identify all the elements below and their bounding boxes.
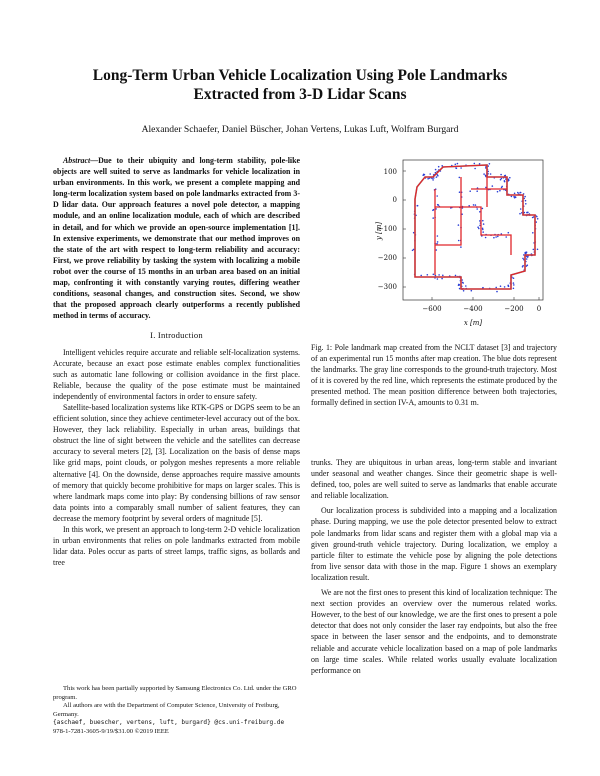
landmark-point [517,192,519,194]
estimated-trajectory [415,165,535,289]
landmark-point [496,291,498,293]
ground-truth-trajectory [415,165,535,289]
landmark-point [462,282,464,284]
landmark-point [482,220,484,222]
landmark-point [524,196,526,198]
right-column [311,457,557,676]
landmark-point [489,163,491,165]
landmark-point [490,173,492,175]
landmark-point [482,208,484,210]
landmark-point [520,208,522,210]
landmark-point [441,278,443,280]
landmark-point [522,265,524,267]
landmark-point [513,282,515,284]
paragraph: Our localization process is subdivided into a mapping and a localization phase. During mapping, we use the pole detector presented below to extract pole landmarks from lidar scans and register them with a global map via a given ground-truth vehicle trajectory. During localization, we employ a particle filter to estimate the vehicle pose by aligning the pole detections from live sensor data with those in the map. Figure 1 shows an exemplary localization result. [311,506,557,582]
landmark-point [537,218,539,220]
x-tick-label: −400 [463,305,483,313]
footnote-funding: This work has been partially supported by Samsung Electronics Co. Ltd. under the GRO program. [53,685,297,701]
section-heading: I. Introduction [150,330,203,341]
landmark-point [533,249,535,251]
landmark-point [479,163,481,165]
y-tick-label: −100 [377,225,397,233]
landmark-point [424,174,426,176]
x-tick-label: −600 [422,305,442,313]
landmark-point [427,274,429,276]
landmark-point [458,224,460,226]
author-list: Alexander Schaefer, Daniel Büscher, Johan Vertens, Lukas Luft, Wolfram Burgard [141,124,459,135]
landmark-point [519,192,521,194]
landmark-point [499,190,501,192]
y-tick-label: −300 [377,283,397,291]
plot-frame [403,160,543,300]
landmark-point [435,275,437,277]
landmark-point [476,190,478,192]
landmark-point [474,163,476,165]
footnote-affiliation: All authors are with the Department of Computer Science, University of Freiburg, Germany. [53,702,280,718]
map-plot [311,155,557,335]
title-line-1: Long-Term Urban Vehicle Localization Using Pole Landmarks [92,67,508,84]
landmark-point [526,265,528,267]
abstract-text: —Due to their ubiquity and long-term stability, pole-like objects are well suited to serve as landmarks for vehicle localization in urban environments. In this work, we present a complete mapping and long-term localization system based on pole landmarks extracted from 3-D lidar data. Our approach features a novel pole detector, a mapping module, and an online localization module, each of which are described in detail, and for which we provide an open-source implementation [1]. In extensive experiments, we demonstrate that our method improves on the state of the art with respect to long-term reliability and accuracy: First, we prove reliability by tasking the system with localizing a mobile robot over the course of 15 months in an urban area based on an initial map, confronting it with constantly varying routes, differing weather conditions, seasonal changes, and construction sites. Second, we show that the proposed approach clearly outperforms a recently published method in terms of accuracy. [53,156,300,321]
landmark-point [455,275,457,277]
landmark-point [432,217,434,219]
landmark-point [492,185,494,187]
landmark-point [519,213,521,215]
landmark-point [483,173,485,175]
landmark-point [432,179,434,181]
footnote-emails: {aschaef, buescher, vertens, luft, burgard} @cs.uni-freiburg.de [53,719,285,727]
landmark-point [525,203,527,205]
landmark-point [495,236,497,238]
landmark-point [455,167,457,169]
landmark-point [522,258,524,260]
landmark-point [515,197,517,199]
landmark-point [537,249,539,251]
landmark-point [438,166,440,168]
landmark-point [473,204,475,206]
landmark-point [526,256,528,258]
landmark-point [474,168,476,170]
paragraph: Satellite-based localization systems like RTK-GPS or DGPS seem to be an efficient solution, since they achieve centimeter-level accuracy out of the box. However, they lack reliability. Especially in urban areas, buildings that obstruct the line of sight between the vehicle and the satellites can decrease accuracy to several meters [2], [3]. Localization on the basis of dense maps like grid maps, point clouds, or polygon meshes represents a more reliable alternative [4]. On the downside, dense approaches require massive amounts of memory that quickly become prohibitive for maps on larger scales. This is where landmark maps come into play: By condensing billions of raw sensor data points into a comparably small number of salient features, they can decrease the memory footprint by several orders of magnitude [5]. [53,402,300,523]
landmark-point [497,191,499,193]
landmark-point [483,223,485,225]
landmark-point [511,196,513,198]
landmark-point [526,258,528,260]
landmark-point [526,251,528,253]
landmark-point [457,163,459,165]
landmark-point [504,286,506,288]
landmark-point [504,180,506,182]
paragraph: In this work, we present an approach to long-term 2-D vehicle localization in urban environments that relies on pole landmarks extracted from mobile lidar data. Poles occur as parts of street lamps, traffic signs, as bollards and tree [53,525,300,568]
landmark-point [485,237,487,239]
landmark-point [513,288,515,290]
landmark-point [432,210,434,212]
landmark-point [513,277,515,279]
landmark-point [437,278,439,280]
landmark-point [436,243,438,245]
landmark-point [500,174,502,176]
landmark-point [509,177,511,179]
y-axis-label: y [m] [375,221,383,241]
landmark-point [458,240,460,242]
landmark-point [493,237,495,239]
landmark-point [459,191,461,193]
landmark-point [505,236,507,238]
y-tick-label: 0 [392,196,397,204]
landmark-point [501,178,503,180]
landmark-point [437,235,439,237]
x-tick-label: −200 [504,305,524,313]
paragraph: Intelligent vehicles require accurate and reliable self-localization systems. Accurate, because an exact pose estimate enables complex functionalities such as automatic lane following or collision avoidance in the first place. Reliable, because the quality of the pose estimate must be maintained independently of environmental factors in order to ensure safety. [53,347,300,401]
figure-1 [311,155,557,335]
landmark-point [525,200,527,202]
landmark-point [526,212,528,214]
landmark-point [497,236,499,238]
landmark-point [513,196,515,198]
landmark-point [429,173,431,175]
landmark-point [514,193,516,195]
paragraph: We are not the first ones to present this kind of localization technique: The next section provides an overview over the numerous related works. However, to the best of our knowledge, we are the first ones to present a pole detector that does not only consider the laser ray endpoints, but also the free space in between the laser sensor and the endpoints, and to demonstrate reliable and accurate vehicle localization based on a map of pole landmarks on large time scales. While related works usually evaluate localization performance on [311,588,557,675]
landmark-point [475,204,477,206]
footnote-copyright: 978-1-7281-3605-9/19/$31.00 ©2019 IEEE [53,727,169,735]
landmark-point [508,232,510,234]
landmark-point [436,195,438,197]
landmark-point [478,228,480,230]
abstract [53,155,300,321]
landmark-point [437,241,439,243]
y-tick-label: 100 [383,168,397,176]
paragraph: trunks. They are ubiquitous in urban areas, long-term stable and invariant under seasonal and weather changes. Since their geometric shape is well-defined, too, poles are well suited to serve as landmarks that enable accurate and reliable localization. [311,458,557,501]
landmark-point [459,288,461,290]
x-tick-label: 0 [536,305,542,313]
x-axis-label: x [m] [463,319,483,327]
landmark-point [417,205,419,207]
landmark-point [482,231,484,233]
abstract-label: Abstract [63,156,91,165]
landmark-point [459,177,461,179]
landmark-point [465,285,467,287]
landmark-point [500,285,502,287]
landmark-point [460,167,462,169]
landmark-point [433,274,435,276]
landmark-point [436,249,438,251]
paper-title [40,66,560,104]
landmark-point [460,246,462,248]
landmark-point [507,285,509,287]
y-tick-label: −200 [377,254,397,262]
landmark-point [437,204,439,206]
landmark-point [459,284,461,286]
landmark-point [532,232,534,234]
landmark-point [471,290,473,292]
landmark-point [438,274,440,276]
figure-caption: Fig. 1: Pole landmark map created from the NCLT dataset [3] and trajectory of an experimental run 15 months after map creation. The blue dots represent the landmarks. The gray line corresponds to the ground-truth trajectory. Most of it is covered by the red line, which represents the estimate produced by the presented method. The mean position difference between both trajectories, formally defined in section IV-A, amounts to 0.31 m. [311,343,557,408]
landmark-point [455,164,457,166]
landmark-point [513,284,515,286]
landmark-point [495,287,497,289]
landmark-point [469,190,471,192]
landmark-point [435,169,437,171]
landmark-point [476,208,478,210]
left-column [53,155,300,568]
landmark-point [442,275,444,277]
landmark-point [482,228,484,230]
landmark-point [436,176,438,178]
footnotes [53,685,300,737]
landmark-point [501,187,503,189]
landmark-point [437,175,439,177]
title-line-2: Extracted from 3-D Lidar Scans [193,86,407,103]
landmark-point [420,275,422,277]
landmark-point [463,290,465,292]
